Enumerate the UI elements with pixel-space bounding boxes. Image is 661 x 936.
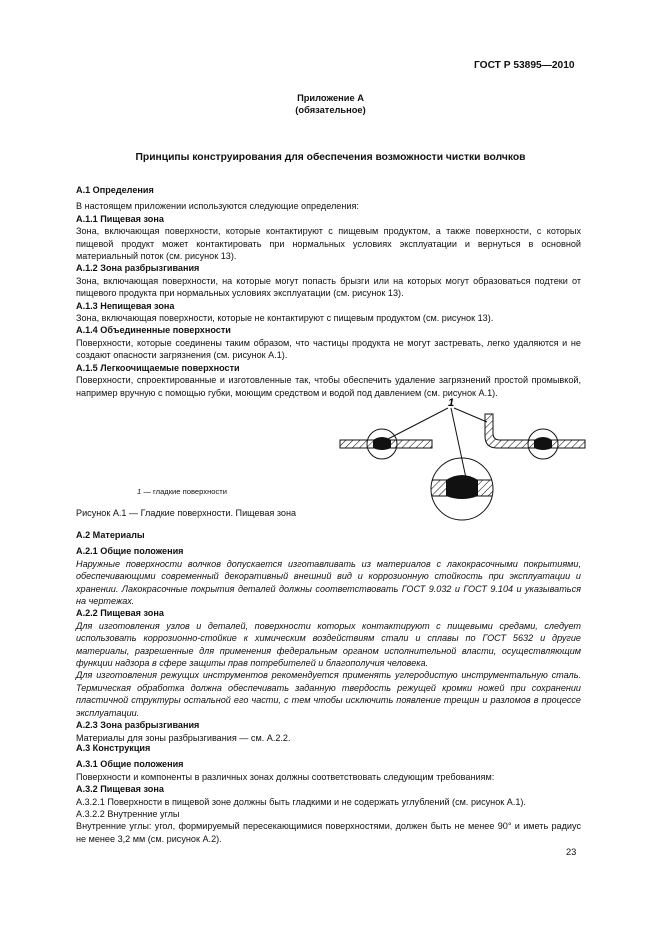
figure-a1-drawing	[330, 392, 592, 522]
right-joint	[485, 414, 585, 459]
legend-text: — гладкие поверхности	[141, 487, 228, 496]
a13-text: Зона, включающая поверхности, которые не контактируют с пищевым продуктом (см. рисунок 13).	[76, 313, 494, 324]
a12-heading: А.1.2 Зона разбрызгивания	[76, 263, 200, 274]
magnified-detail	[428, 458, 498, 520]
a2-heading: А.2 Материалы	[76, 530, 145, 540]
a321-text: А.3.2.1 Поверхности в пищевой зоне должны быть гладкими и не содержать углублений (см. рисунок А.1).	[76, 796, 526, 807]
appendix-status: (обязательное)	[295, 105, 366, 115]
a3-heading: А.3 Конструкция	[76, 743, 151, 753]
a22-text-1: Для изготовления узлов и деталей, поверхности которых контактируют с пищевыми средами, следует использовать коррозионно-стойкие к химическим воздействиям стали и сплавы по ГОСТ 5632 и другие материалы, разрешенные для применения федеральным органом исполнительной власти, осуществляющим функции надзора в сфере защиты прав потребителей и благополучия человека.	[76, 620, 581, 669]
a11-heading: А.1.1 Пищевая зона	[76, 213, 164, 224]
a31-heading: А.3.1 Общие положения	[76, 759, 184, 770]
a14-heading: А.1.4 Объединенные поверхности	[76, 325, 231, 336]
a12-text: Зона, включающая поверхности, на которые могут попасть брызги или на которых могут образоваться подтеки от пищевого продукта при нормальных условиях эксплуатации (см. рисунок 13).	[76, 275, 581, 299]
a15-heading: А.1.5 Легкоочищаемые поверхности	[76, 362, 240, 373]
a23-text: Материалы для зоны разбрызгивания — см. А.2.2.	[76, 732, 291, 743]
a21-text: Наружные поверхности волчков допускается изготавливать из материалов с лакокрасочными покрытиями, обеспечивающими современный декоративный внешний вид и коррозионную стойкость при эксплуатации и хранении. Лакокрасочные покрытия деталей должны соответствовать ГОСТ 9.032 и ГОСТ 9.104 и указываться на чертежах.	[76, 558, 581, 607]
figure-legend	[137, 486, 227, 498]
section-a1	[76, 184, 581, 399]
a23-heading: А.2.3 Зона разбрызгивания	[76, 720, 200, 731]
left-joint	[340, 429, 432, 459]
page-number: 23	[566, 847, 577, 857]
a21-heading: А.2.1 Общие положения	[76, 546, 184, 557]
a11-text: Зона, включающая поверхности, которые контактируют с пищевым продуктом, а также поверхности, с которых пищевой продукт может контактировать при нормальных условиях эксплуатации и вернуться в основной материальный поток (см. рисунок 13).	[76, 226, 581, 262]
section-a2	[76, 529, 581, 744]
appendix-title: Приложение А	[297, 93, 364, 103]
a22-heading: А.2.2 Пищевая зона	[76, 608, 164, 619]
a322-text: А.3.2.2 Внутренние углы	[76, 809, 180, 820]
a322-detail: Внутренние углы: угол, формируемый пересекающимися поверхностями, должен быть не менее 90° и иметь радиус не менее 3,2 мм (см. рисунок А.2).	[76, 821, 581, 844]
section-a3	[76, 742, 581, 845]
callout-1: 1	[448, 397, 455, 409]
a22-text-2: Для изготовления режущих инструментов рекомендуется применять углеродистую инструментальную сталь. Термическая обработка должна обеспечивать заданную твердость режущей кромки ножей при сохранении пластичной структуры остальной его части, с тем чтобы исключить появление трещин и разломов в процессе эксплуатации.	[76, 670, 581, 718]
figure-caption: Рисунок А.1 — Гладкие поверхности. Пищевая зона	[76, 508, 297, 518]
a32-heading: А.3.2 Пищевая зона	[76, 784, 164, 795]
standard-designation: ГОСТ Р 53895—2010	[474, 60, 575, 71]
a13-heading: А.1.3 Непищевая зона	[76, 300, 175, 311]
legend-number: 1	[137, 487, 142, 496]
a1-intro: В настоящем приложении используются следующие определения:	[76, 201, 359, 212]
a31-text: Поверхности и компоненты в различных зонах должны соответствовать следующим требованиям:	[76, 771, 495, 782]
a15-text: Поверхности, спроектированные и изготовленные так, чтобы обеспечить удаление загрязнений простой промывкой, например вручную с помощью губки, моющим средством и водой под давлением (см. рисунок А.1).	[76, 375, 581, 398]
page-title: Принципы конструирования для обеспечения возможности чистки волчков	[135, 152, 526, 163]
a14-text: Поверхности, которые соединены таким образом, что частицы продукта не могут застревать, легко удаляются и не создают опасности загрязнения (см. рисунок А.1).	[76, 337, 581, 361]
a1-heading: А.1 Определения	[76, 185, 154, 195]
